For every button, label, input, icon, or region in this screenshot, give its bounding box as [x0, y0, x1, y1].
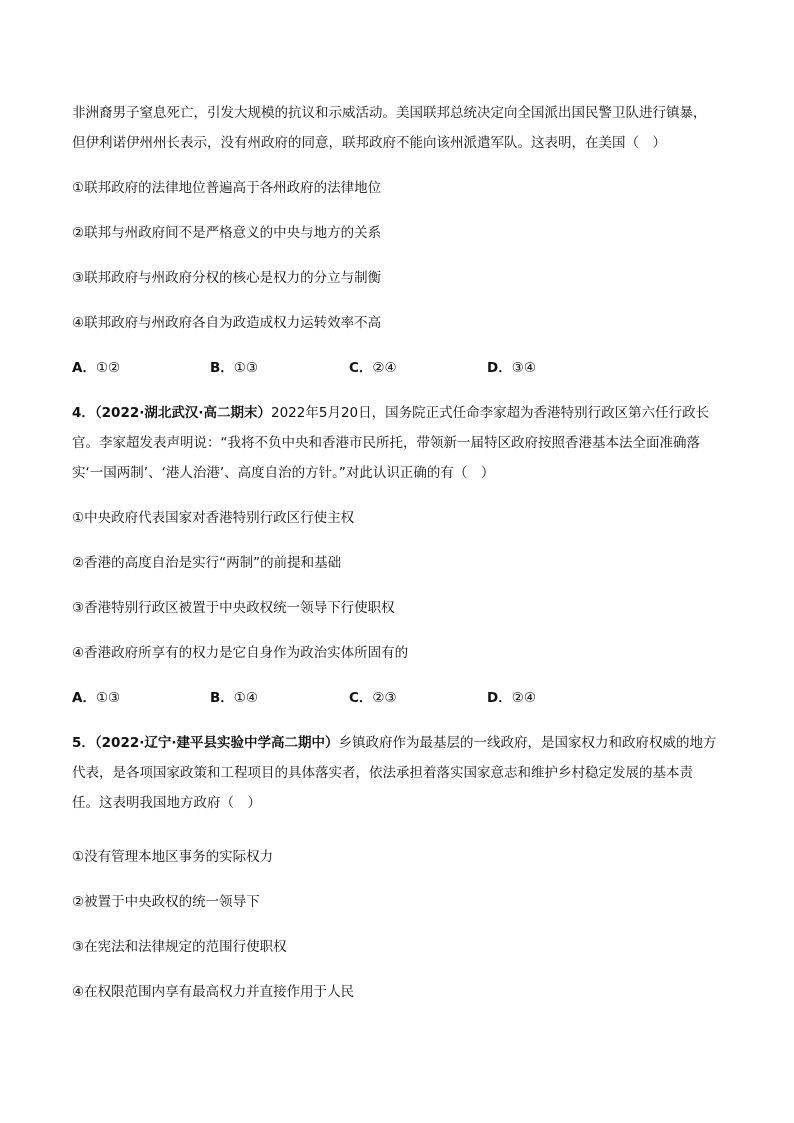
question-source: （2022·辽宁·建平县实验中学高二期中） [94, 735, 339, 751]
q3-choices [72, 358, 592, 378]
choice-letter: B． [210, 360, 234, 376]
question-source: （2022·湖北武汉·高二期末） [94, 405, 271, 421]
choice-letter: A． [72, 360, 96, 376]
q5-option-3: ③在宪法和法律规定的范围行使职权 [72, 939, 287, 955]
choice-letter: C． [349, 360, 373, 376]
q4-choice-b[interactable] [210, 688, 258, 708]
choice-letter: D． [487, 360, 512, 376]
choice-text: ①③ [95, 690, 121, 706]
q5-option-2: ②被置于中央政权的统一领导下 [72, 894, 260, 910]
q4-option-1: ①中央政府代表国家对香港特别行政区行使主权 [72, 510, 355, 526]
q3-stem-line-1: 非洲裔男子窒息死亡，引发大规模的抗议和示威活动。美国联邦总统决定向全国派出国民警卫队进行镇暴， [72, 105, 707, 121]
question-number: 5． [72, 735, 95, 751]
q4-stem-line-1 [72, 403, 709, 423]
q5-stem-line-2: 代表，是各项国家政策和工程项目的具体落实者，依法承担着落实国家意志和维护乡村稳定发展的基本责 [72, 765, 693, 781]
choice-text: ①③ [233, 360, 259, 376]
q3-option-1: ①联邦政府的法律地位普遍高于各州政府的法律地位 [72, 180, 382, 196]
q4-stem-line-3: 实‘一国两制’、‘港人治港’、高度自治的方针。”对此认识正确的有（ ） [72, 465, 495, 481]
q5-stem-first: 乡镇政府作为最基层的一线政府，是国家权力和政府权威的地方 [338, 735, 717, 751]
choice-text: ①④ [233, 690, 259, 706]
choice-text: ①② [95, 360, 121, 376]
q5-option-1: ①没有管理本地区事务的实际权力 [72, 849, 274, 865]
q3-option-4: ④联邦政府与州政府各自为政造成权力运转效率不高 [72, 315, 382, 331]
choice-text: ②④ [511, 690, 536, 706]
q5-stem-line-3: 任。这表明我国地方政府（ ） [72, 795, 261, 811]
q3-choice-d[interactable] [487, 358, 536, 378]
q3-stem-line-2: 但伊利诺伊州州长表示，没有州政府的同意，联邦政府不能向该州派遣军队。这表明，在美国（ ） [72, 135, 666, 151]
choice-letter: B． [210, 690, 234, 706]
choice-text: ②③ [372, 690, 397, 706]
q4-stem-first: 2022年5月20日，国务院正式任命李家超为香港特别行政区第六任行政长 [271, 405, 710, 421]
q4-option-4: ④香港政府所享有的权力是它自身作为政治实体所固有的 [72, 645, 409, 661]
q4-choice-d[interactable] [487, 688, 536, 708]
q4-option-3: ③香港特别行政区被置于中央政权统一领导下行使职权 [72, 600, 395, 616]
q4-choices [72, 688, 592, 708]
q3-choice-b[interactable] [210, 358, 258, 378]
q4-stem-line-2: 官。李家超发表声明说：“我将不负中央和香港市民所托，带领新一届特区政府按照香港基本法全面准确落 [72, 435, 700, 451]
q3-option-2: ②联邦与州政府间不是严格意义的中央与地方的关系 [72, 225, 382, 241]
q4-option-2: ②香港的高度自治是实行“两制”的前提和基础 [72, 555, 342, 571]
choice-text: ②④ [372, 360, 397, 376]
q3-choice-a[interactable] [72, 358, 120, 378]
q5-option-4: ④在权限范围内享有最高权力并直接作用于人民 [72, 984, 355, 1000]
choice-letter: A． [72, 690, 96, 706]
question-number: 4． [72, 405, 95, 421]
choice-letter: D． [487, 690, 512, 706]
q3-option-3: ③联邦政府与州政府分权的核心是权力的分立与制衡 [72, 270, 382, 286]
q4-choice-c[interactable] [349, 688, 397, 708]
q3-choice-c[interactable] [349, 358, 397, 378]
q4-choice-a[interactable] [72, 688, 120, 708]
q5-stem-line-1 [72, 733, 717, 753]
choice-letter: C． [349, 690, 373, 706]
choice-text: ③④ [511, 360, 536, 376]
